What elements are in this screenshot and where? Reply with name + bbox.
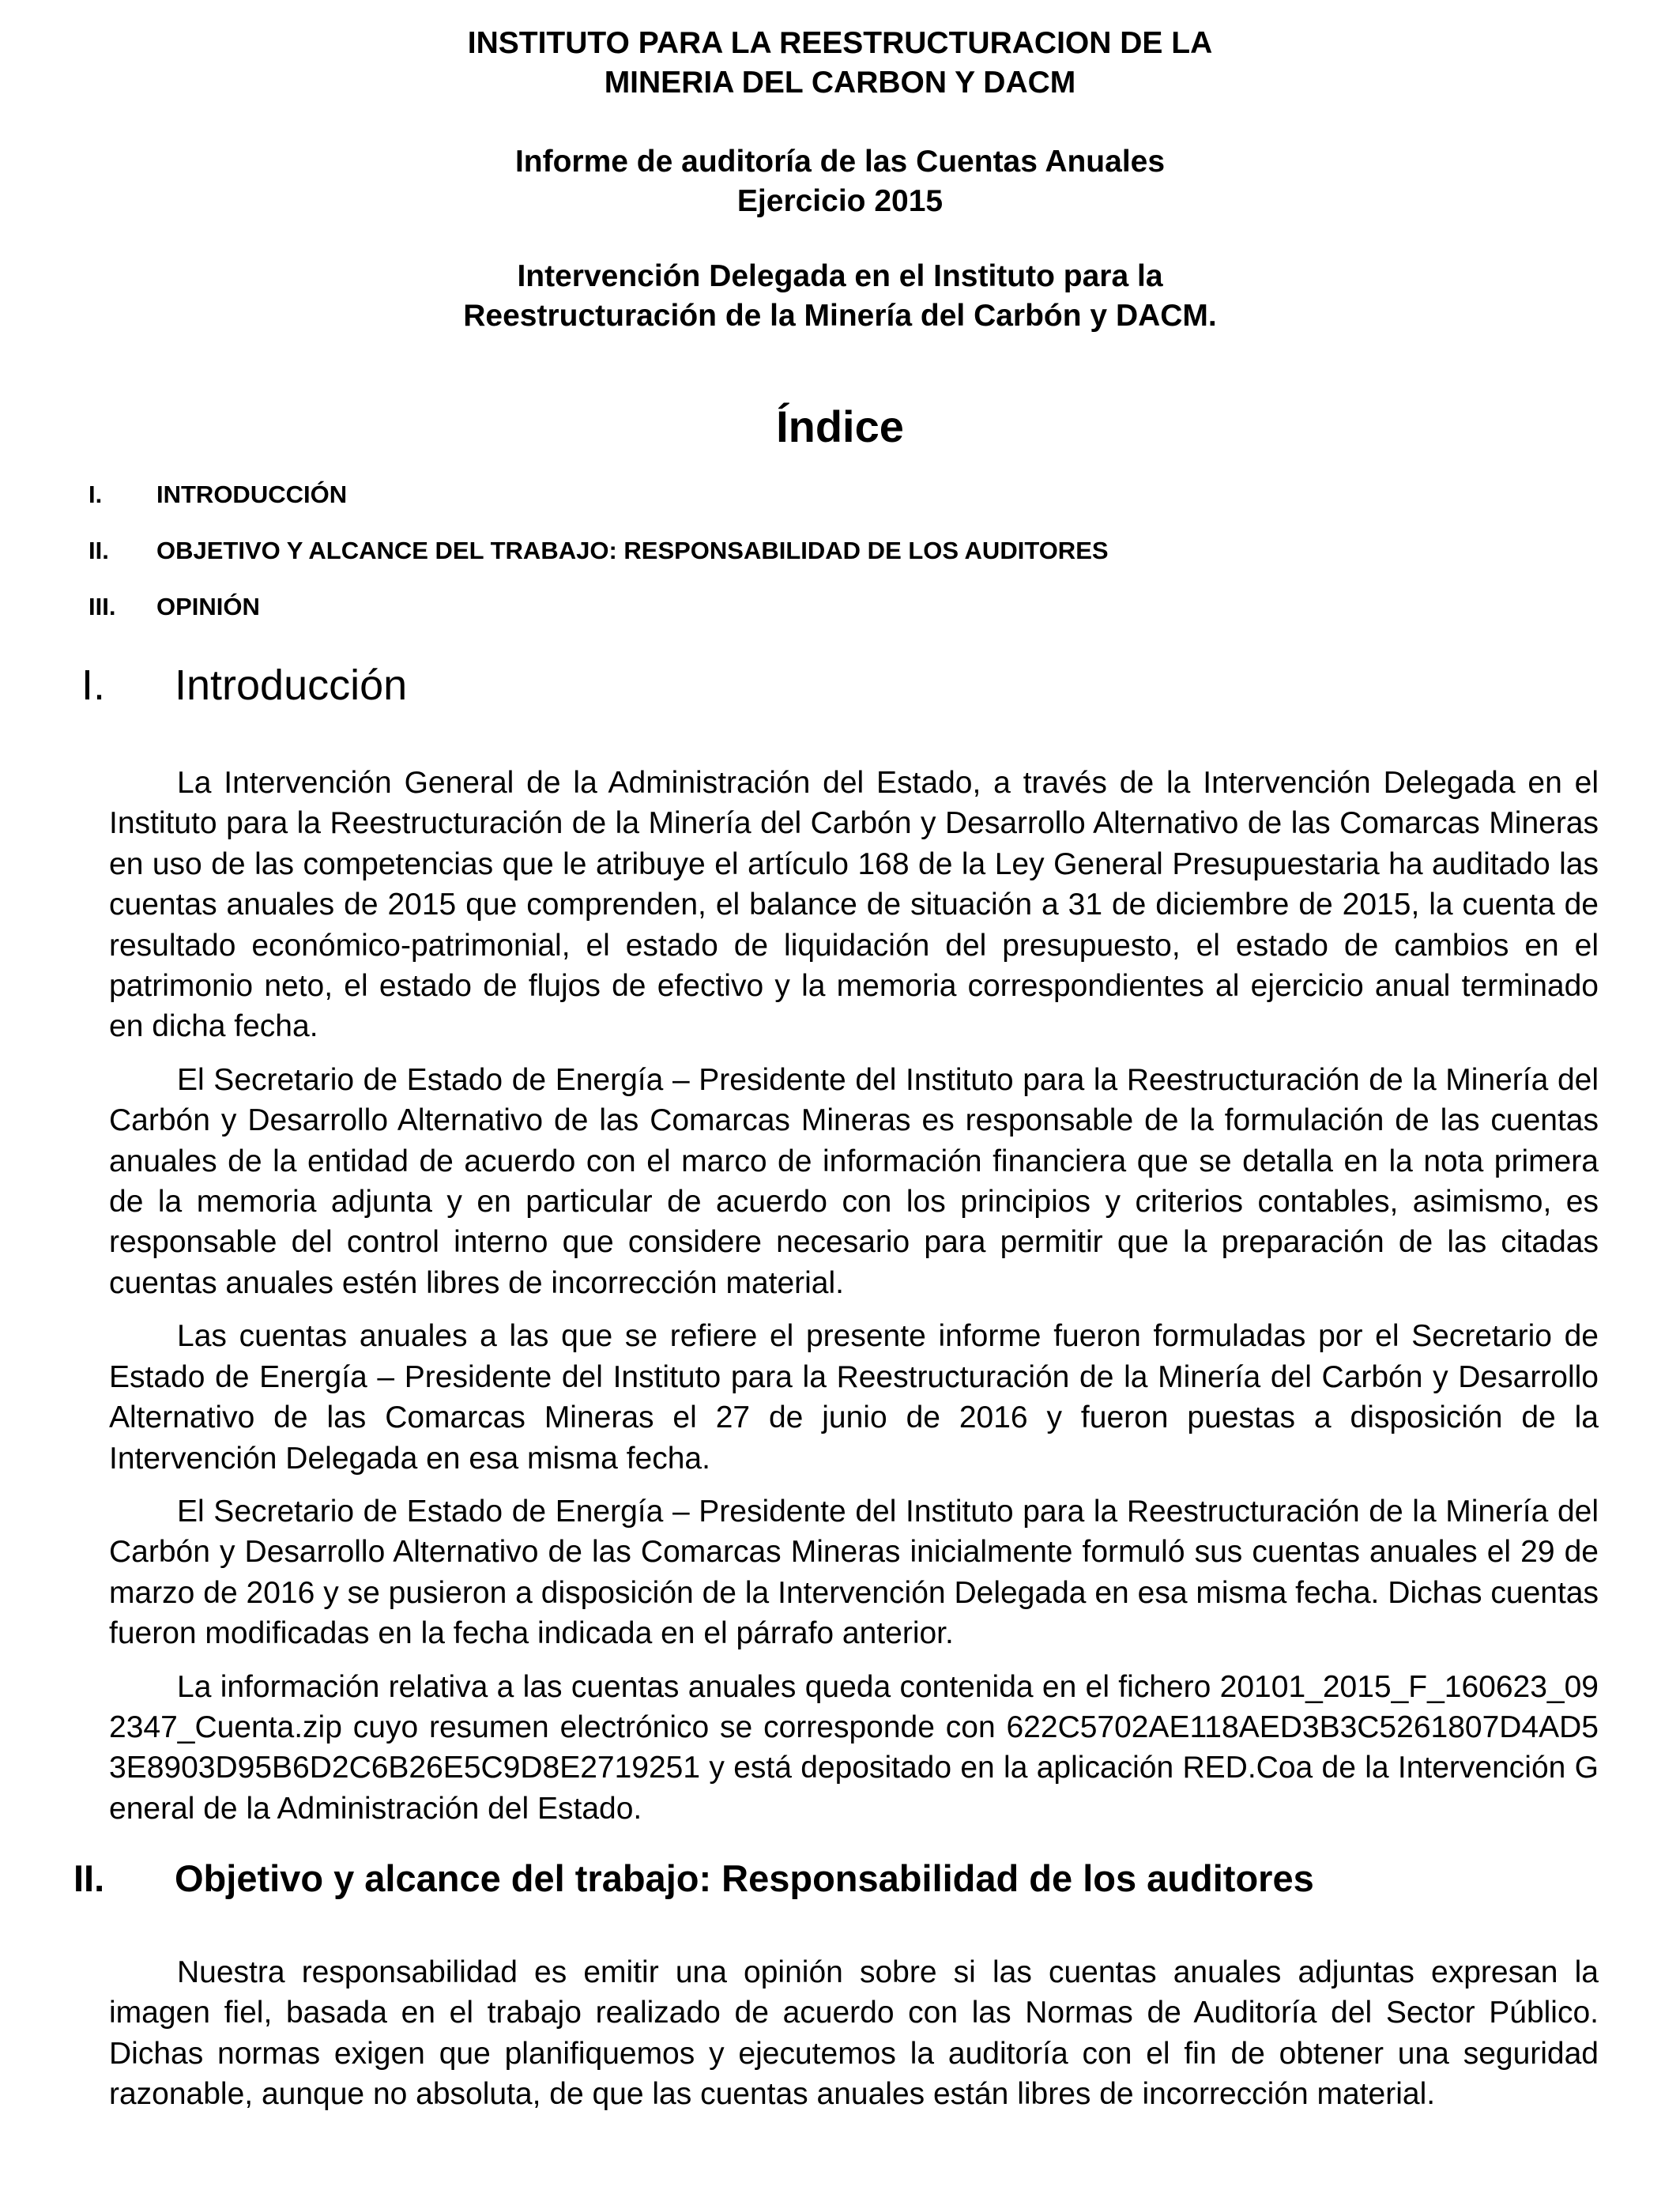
title-line-2: MINERIA DEL CARBON Y DACM (604, 66, 1076, 100)
section-title: Objetivo y alcance del trabajo: Responsabilidad de los auditores (175, 1857, 1314, 1899)
toc-item-number: III. (89, 593, 116, 620)
paragraph: La información relativa a las cuentas anuales queda contenida en el fichero 20101_2015_F_160623_092347_Cuenta.zip cuyo resumen electrónico se corresponde con 622C5702AE118AED3B3C5261807D4AD53E8903D95B6D2C6B26E5C9D8E2719251 y está depositado en la aplicación RED.Coa de la Intervención General de la Administración del Estado. (109, 1669, 1599, 1826)
issuer-line-1: Intervención Delegada en el Instituto para la (517, 259, 1163, 293)
toc-item-label[interactable]: INTRODUCCIÓN (156, 481, 348, 508)
index-title (0, 399, 1680, 454)
section-body-objetivo (109, 1952, 1599, 2128)
paragraph: La Intervención General de la Administración del Estado, a través de la Intervención Delegada en el Instituto para la Reestructuración de la Minería del Carbón y Desarrollo Alternativo de las Comarcas Mineras en uso de las competencias que le atribuye el artículo 168 de la Ley General Presupuestaria ha auditado las cuentas anuales de 2015 que comprenden, el balance de situación a 31 de diciembre de 2015, la cuenta de resultado económico-patrimonial, el estado de liquidación del presupuesto, el estado de cambios en el patrimonio neto, el estado de flujos de efectivo y la memoria correspondientes al ejercicio anual terminado en dicha fecha. (109, 766, 1599, 1044)
subtitle-line-1: Informe de auditoría de las Cuentas Anuales (514, 145, 1166, 179)
section-number: I. (81, 662, 106, 709)
title-line-1: INSTITUTO PARA LA REESTRUCTURACION DE LA (467, 26, 1213, 60)
subtitle-line-2: Ejercicio 2015 (736, 184, 944, 218)
paragraph: El Secretario de Estado de Energía – Presidente del Instituto para la Reestructuración de la Minería del Carbón y Desarrollo Alternativo de las Comarcas Mineras es responsable de la formulación de las cuentas anuales de la entidad de acuerdo con el marco de información financiera que se detalla en la nota primera de la memoria adjunta y en particular de acuerdo con los principios y criterios contables, asimismo, es responsable del control interno que considere necesario para permitir que la preparación de las citadas cuentas anuales estén libres de incorrección material. (109, 1062, 1599, 1300)
section-title: Introducción (175, 662, 408, 709)
toc-item-number: II. (89, 537, 109, 564)
issuer-line-2: Reestructuración de la Minería del Carbón y DACM. (463, 299, 1217, 333)
section-number: II. (73, 1857, 105, 1899)
report-subtitle (0, 142, 1680, 221)
toc-item-number: I. (89, 481, 103, 508)
index-title-text: Índice (776, 401, 904, 451)
paragraph: Las cuentas anuales a las que se refiere el presente informe fueron formuladas por el Secretario de Estado de Energía – Presidente del Instituto para la Reestructuración de la Minería del Carbón y Desarrollo Alternativo de las Comarcas Mineras el 27 de junio de 2016 y fueron puestas a disposición de la Intervención Delegada en esa misma fecha. (109, 1319, 1599, 1476)
document-title (0, 24, 1680, 103)
section-body-introduccion (109, 763, 1599, 1842)
issuer-heading (0, 257, 1680, 336)
paragraph: El Secretario de Estado de Energía – Presidente del Instituto para la Reestructuración de la Minería del Carbón y Desarrollo Alternativo de las Comarcas Mineras inicialmente formuló sus cuentas anuales el 29 de marzo de 2016 y se pusieron a disposición de la Intervención Delegada en esa misma fecha. Dichas cuentas fueron modificadas en la fecha indicada en el párrafo anterior. (109, 1494, 1599, 1651)
paragraph: Nuestra responsabilidad es emitir una opinión sobre si las cuentas anuales adjuntas expresan la imagen fiel, basada en el trabajo realizado de acuerdo con las Normas de Auditoría del Sector Público. Dichas normas exigen que planifiquemos y ejecutemos la auditoría con el fin de obtener una seguridad razonable, aunque no absoluta, de que las cuentas anuales están libres de incorrección material. (109, 1955, 1599, 2112)
toc-item-label[interactable]: OPINIÓN (156, 593, 260, 620)
toc-item-label[interactable]: OBJETIVO Y ALCANCE DEL TRABAJO: RESPONSABILIDAD DE LOS AUDITORES (156, 537, 1109, 564)
